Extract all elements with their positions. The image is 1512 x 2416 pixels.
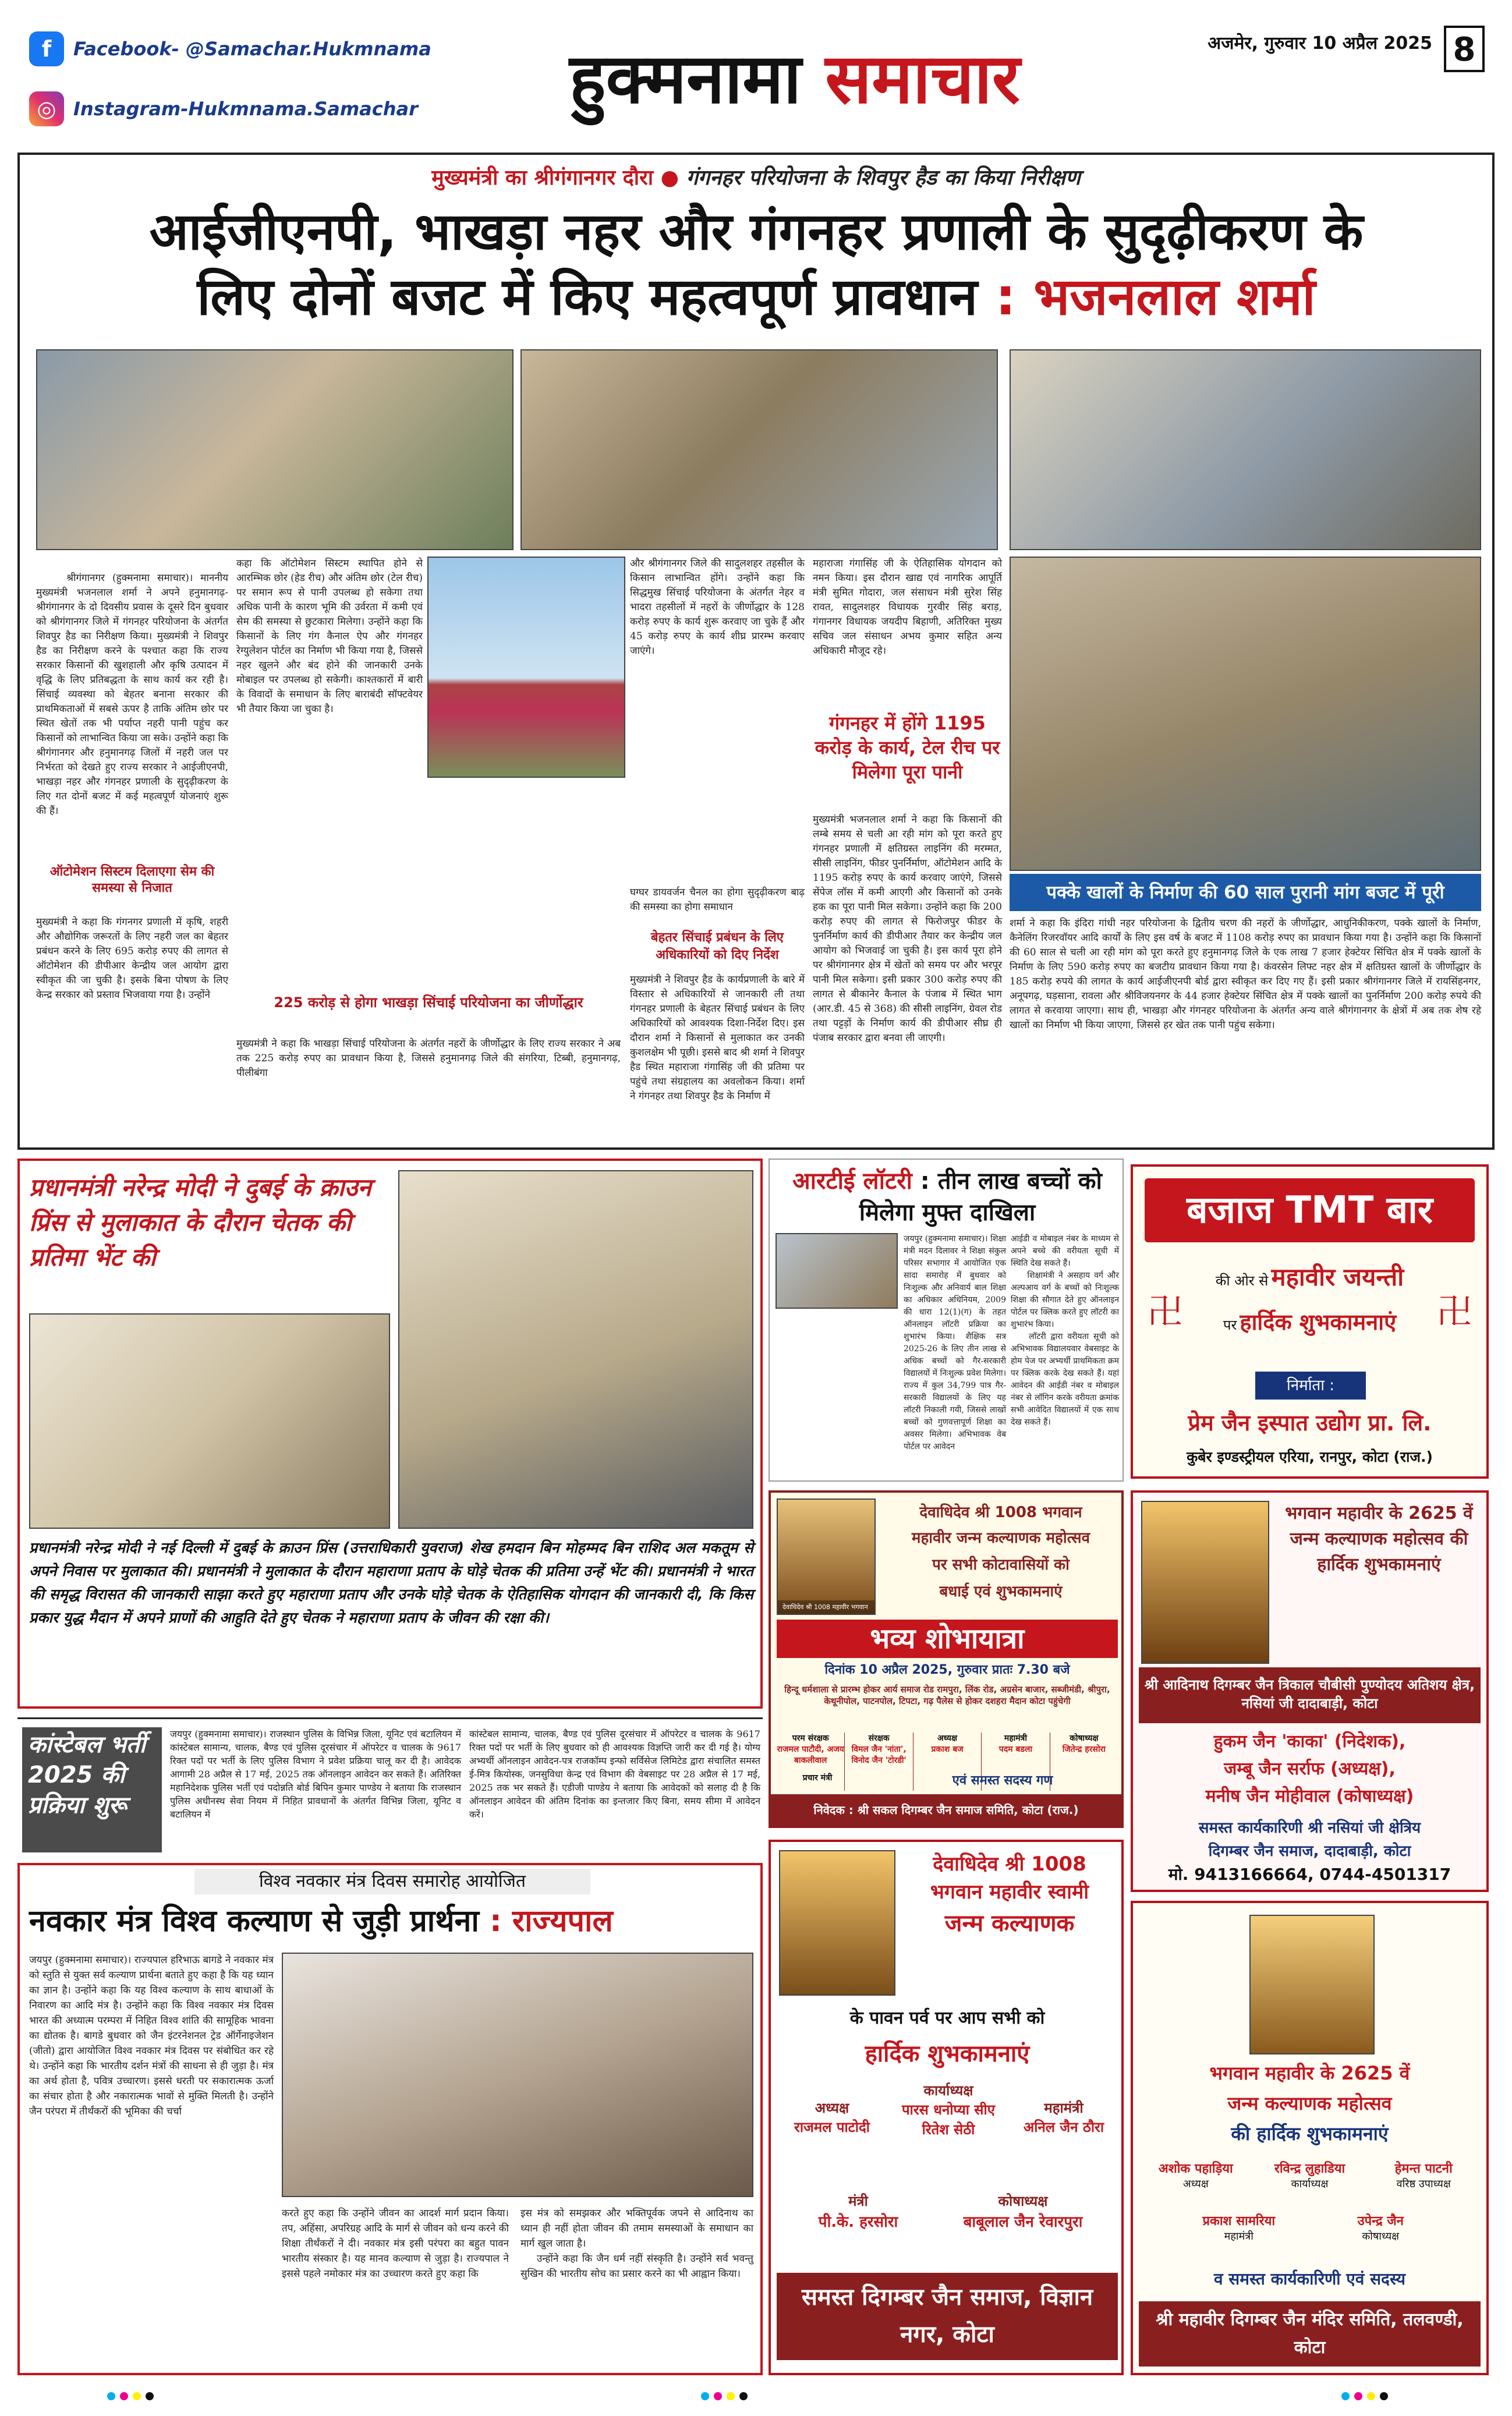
mahavir-idol-image-2 (1141, 1501, 1269, 1664)
lead-col3-subhead: बेहतर सिंचाई प्रबंधन के लिए अधिकारियों को दिए निर्देश (651, 930, 784, 962)
photo-modi-prince-seated (29, 1313, 390, 1529)
shobha-role-col: संरक्षक विमल जैन 'नांता', विनोद जैन 'टोरडी' (845, 1733, 913, 1791)
lead-headline: आईजीएनपी, भाखड़ा नहर और गंगनहर प्रणाली के सुदृढ़ीकरण के लिए दोनों बजट में किए महत्वपूर्ण प्रावधान : भजनलाल शर्मा (149, 201, 1364, 327)
swastik-icon-right: 卍 (1437, 1292, 1472, 1333)
shobha-role-col: कोषाध्यक्ष जितेन्द्र हरसोरा (1062, 1734, 1106, 1754)
tw-member: प्रकाश सामरिया महामंत्री (1202, 2214, 1276, 2243)
constable-side-title: कांस्टेबल भर्ती 2025 की प्रक्रिया शुरू (22, 1727, 162, 1852)
constable-story (17, 1717, 763, 1854)
nasiyan-p1: हुकम जैन 'काका' (निदेशक), (1213, 1731, 1406, 1752)
mahavir-idol-image-4 (1249, 1915, 1375, 2054)
rte-story (769, 1159, 1124, 1482)
photo-rte-lottery (776, 1233, 898, 1309)
tw-footer: श्री महावीर दिगम्बर जैन मंदिर समिति, तलवण्डी, कोटा (1139, 2301, 1481, 2367)
tw-row2 (1168, 2212, 1451, 2258)
rte-col2: आईडी व मोबाइल नंबर के माध्यम से अपने बच्चे की वरीयता सूची में स्थिति देख सकते हैं। शिक्षामंत्री ने असहाय वर्ग और अल्पआय वर्ग के बच्चों को निःशुल्क शिक्षा की सौगात देते हुए ऑनलाइन पोर्टल पर क्लिक करते हुए लॉटरी का शुभारंभ किया। लॉटरी द्वारा वरीयता सूची को अभिभावक विद्यालयवार वेबसाइट के होम पेज पर अभ्यर्थी प्राथमिकता क्रम पर क्लिक करके देख सकते हैं। यहां आवेदन की आईडी नंबर व मोबाइल नंबर से लॉगिन करके वरीयता क्रमांक सभी आवेदित विद्यालयों में एक साथ देख सकते हैं। (1011, 1234, 1119, 1427)
facebook-link[interactable]: f Facebook- @Samachar.Hukmnama (29, 30, 448, 68)
shobha-top4: बधाई एवं शुभकामनाएं (939, 1583, 1063, 1600)
shobha-role-col: महामंत्री पदम बडला (982, 1733, 1050, 1791)
registration-marks-left (105, 2392, 221, 2406)
mahavir-idol-image-3 (779, 1850, 895, 1996)
nasiyan-phone: मो. 9413166664, 0744-4501317 (1168, 1865, 1451, 1884)
navkar-col1: जयपुर (हुक्मनामा समाचार)। राज्यपाल हरिभाऊ बागडे ने नवकार मंत्र को स्तुति से युक्त सर्व कल्याण प्रार्थना बताते हुए कहा है कि यह ध्यान का ज्ञान है। उन्होंने कहा कि यह विश्व कल्याण के साथ बाधाओं के निवारण का आदि मंत्र है। उन्होंने कहा कि विश्व नवकार मंत्र दिवस भारत की अध्यात्म परम्परा में निहित विश्व शांति की सामूहिक भावना का द्योतक है। बागडे बुधवार को जैन इंटरनेशनल ट्रेड ऑर्गेनाइजेशन (जीतो) द्वारा आयोजित विश्व नवकार मंत्र दिवस पर संबोधित कर रहे थे। उन्होंने कहा कि भारतीय दर्शन मंत्रों की साधना से ही जुड़ा है। मंत्र का अर्थ होता है, पवित्र उच्चारण। इससे धरती पर सकारात्मक ऊर्जा का संचार होता है और नकारात्मक भावों से मुक्ति मिलती है। उन्होंने जैन परंपरा में तीर्थंकरों की भूमिका की चर्चा (29, 1954, 277, 2117)
constable-col1: जयपुर (हुक्मनामा समाचार)। राजस्थान पुलिस के विभिन्न जिला, यूनिट एवं बटालियन में कांस्टेबल सामान्य, चालक, बैण्ड एवं पुलिस दूरसंचार में ऑपरेटर व चालक के 9617 रिक्त पदों पर भर्ती के लिए पुलिस विभाग ने प्रवेश प्रक्रिया चालू कर दी है। आवेदक आगामी 28 अप्रैल से 17 मई, 2025 तक ऑनलाइन आवेदन कर सकते हैं। अतिरिक्त महानिदेशक पुलिस भर्ती एवं पदोन्नति बोर्ड बिपिन कुमार पाण्डेय ने बताया कि राजस्थान पुलिस अधीनस्थ सेवा नियम में निहित प्रावधानों के अंतर्गत विभिन्न जिला, यूनिट व बटालियन में (170, 1728, 465, 1820)
shobha-all-members: एवं समस्त सदस्य गण (952, 1773, 1053, 1788)
shobha-footer: निवेदक : श्री सकल दिगम्बर जैन समाज समिति, कोटा (राज.) (771, 1794, 1121, 1826)
navkar-kicker: विश्व नवकार मंत्र दिवस समारोह आयोजित (194, 1869, 590, 1894)
vn-koshadhyaksh: कोषाध्यक्ष बाबूलाल जैन रेवारपुरा (963, 2193, 1083, 2231)
lead-col4-subhead: गंगनहर में होंगे 1195 करोड़ के कार्य, टेल रीच पर मिलेगा पूरा पानी (815, 712, 1000, 783)
registration-marks-center (699, 2392, 815, 2406)
newspaper-title: हुक्मनामा समाचार (569, 38, 1021, 119)
nasiyan-top: भगवान महावीर के 2625 वें जन्म कल्याणक महोत्सव की हार्दिक शुभकामनाएं (1285, 1503, 1473, 1575)
vn-top5: हार्दिक शुभकामनाएं (865, 2041, 1030, 2067)
vigyannagar-ad (769, 1840, 1124, 2375)
constable-col2: कांस्टेबल सामान्य, चालक, बैण्ड एवं पुलिस दूरसंचार में ऑपरेटर व चालक के 9617 रिक्त पदों पर भर्ती के लिए बुधवार को ही आवश्यक विज्ञप्ति जारी कर दी गई है। योग्य अभ्यर्थी ऑनलाइन आवेदन-पत्र राजकॉम्प इन्फो सर्विसेज लिमिटेड द्वारा संचालित समस्त ई-मित्र कियोस्क, जनसुविधा केन्द्र एवं विभाग की वेबसाइट पर 28 अप्रैल से 17 मई, 2025 तक भर सकते हैं। एडीजी पाण्डेय ने बताया कि आवेदकों को सलाह दी है कि ऑनलाइन आवेदन की अंतिम दिनांक का इन्तजार किए बिना, समय सीमा में आवेदन करें। (469, 1728, 764, 1820)
bajaj-title: बजाज TMT बार (1145, 1178, 1475, 1242)
bajaj-line2: पर हार्दिक शुभकामनाएं (1223, 1309, 1397, 1335)
bajaj-tmt-ad (1131, 1164, 1489, 1479)
shobha-role-col: परम संरक्षक राजमल पाटौदी, अजय बाकलीवाल (777, 1733, 845, 1791)
lead-col2-body2: मुख्यमंत्री ने कहा कि भाखड़ा सिंचाई परियोजना के अंतर्गत नहरों के जीर्णोद्धार के लिए राज्य सरकार ने अब तक 225 करोड़ रुपए का प्रावधान किया है, जिससे हनुमानगढ़ जिले की संगरिया, टिब्बी, हनुमानगढ़, पीलीबंगा (236, 1038, 624, 1079)
lead-col3: और श्रीगंगानगर जिले की सादुलशहर तहसील के किसान लाभान्वित होंगे। उन्होंने कहा कि सिद्धमुख सिंचाई परियोजना के अंतर्गत नेहर व भादरा तहसीलों में नहरों के जीर्णोद्धार के 128 करोड़ रुपए के कार्य शुरू करवाए जा चुके हैं और 45 करोड़ रुपए के कार्य शीघ्र प्रारम्भ करवाए जाएंगे। (630, 558, 808, 657)
tw-member: हेमन्त पाटनी वरिष्ठ उपाध्यक्ष (1394, 2162, 1453, 2190)
tw-top2: जन्म कल्याणक महोत्सव (1227, 2092, 1392, 2114)
nasiyan-ad (1131, 1490, 1489, 1892)
navkar-col3: इस मंत्र को समझकर और भक्तिपूर्वक जपने से आदिनाथ का ध्यान ही नहीं होता जीवन की तमाम समस्याओं के समाधान का मार्ग खुल जाता है। उन्होंने कहा कि जैन धर्म नहीं संस्कृति है। उन्होंने सर्व भवन्तु सुखिन की भारतीय सोच का प्रसार करने का भी आह्वान किया। (520, 2208, 753, 2280)
vn-left: अध्यक्ष राजमल पाटोदी (794, 2100, 870, 2135)
talwandi-ad (1131, 1901, 1489, 2375)
shobha-top2: महावीर जन्म कल्याणक महोत्सव (911, 1529, 1090, 1547)
vn-mid: कार्याध्यक्ष पारस धनोप्या सीए रितेश सेठी (902, 2082, 995, 2138)
lead-col2-subhead: 225 करोड़ से होगा भाखड़ा सिंचाई परियोजना का जीर्णोद्धार (274, 994, 583, 1011)
nasiyan-org: श्री आदिनाथ दिगम्बर जैन त्रिकाल चौबीसी पुण्योदय अतिशय क्षेत्र, नसियां जी दादाबाड़ी, कोटा (1139, 1667, 1481, 1723)
rte-headline: आरटीई लॉटरी : तीन लाख बच्चों को मिलेगा मुफ्त दाखिला (792, 1168, 1102, 1226)
page-number: 8 (1444, 26, 1485, 72)
vn-top4: के पावन पर्व पर आप सभी को (849, 2008, 1045, 2028)
photo-modi-prince-chetak (398, 1170, 753, 1529)
rte-col1: जयपुर (हुक्मनामा समाचार)। शिक्षा मंत्री मदन दिलावर ने शिक्षा संकुल परिसर सभागार में आयोजित एक सादा समारोह में बुधवार को निःशुल्क और अनिवार्य बाल शिक्षा का अधिकार अधिनियम, 2009 की धारा 12(1)(ग) के तहत ऑनलाइन लॉटरी प्रक्रिया का शुभारंभ किया। शैक्षिक सत्र 2025-26 के लिए तीन लाख से अधिक बच्चों को गैर-सरकारी विद्यालयों में निःशुल्क प्रवेश मिलेगा। राज्य में कुल 34,799 पात्र गैर-सरकारी विद्यालयों के लिए यह लॉटरी निकाली गयी, जिससे लाखों बच्चों को गुणवत्तापूर्ण शिक्षा का अवसर मिलेगा। अभिभावक वेब पोर्टल पर आवेदन (904, 1234, 1009, 1451)
vn-heading: देवाधिदेव श्री 1008 भगवान महावीर स्वामी जन्म कल्याणक (930, 1852, 1089, 1937)
nasiyan-footer2: दिगम्बर जैन समाज, दादाबाड़ी, कोटा (1208, 1843, 1411, 1860)
tw-top3: की हार्दिक शुभकामनाएं (1231, 2123, 1389, 2145)
swastik-icon-left: 卍 (1148, 1292, 1182, 1333)
shobha-title: भव्य शोभायात्रा (777, 1620, 1118, 1658)
right-banner: पक्के खालों के निर्माण की 60 साल पुरानी मांग बजट में पूरी (1010, 874, 1481, 911)
tw-all: व समस्त कार्यकारिणी एवं सदस्य (1213, 2269, 1406, 2289)
photo-cm-crowd (1010, 557, 1481, 871)
instagram-icon: ◎ (29, 91, 64, 126)
vn-mantri: मंत्री पी.के. हरसोरा (818, 2193, 898, 2231)
lead-kicker: मुख्यमंत्री का श्रीगंगानगर दौरा ● गंगनहर परियोजना के शिवपुर हैड का किया निरीक्षण (431, 166, 1081, 190)
facebook-icon: f (29, 31, 64, 66)
lead-col1: श्रीगंगानगर (हुक्मनामा समाचार)। माननीय मुख्यमंत्री भजनलाल शर्मा ने अपने हनुमानगढ़-श्रीगंगानगर के दो दिवसीय प्रवास के दूसरे दिन बुधवार को श्रीगंगानगर जिले में गंगनहर परियोजना के अंतर्गत शिवपुर हैड का निरीक्षण किया। मुख्यमंत्री ने शिवपुर हैड का निरीक्षण करने के पश्चात कहा कि राज्य सरकार किसानों की खुशहाली और कृषि उत्पादन में वृद्धि के लिए प्रतिबद्धता के साथ कार्य कर रही है। सिंचाई व्यवस्था को बेहतर बनाना सरकार की प्राथमिकताओं में सबसे ऊपर है ताकि अंतिम छोर पर स्थित खेतों तक भी पर्याप्त नहरी पानी पहुंच कर किसानों को लाभान्वित किया जा सके। उन्होंने कहा कि श्रीगंगानगर और हनुमानगढ़ जिलों में नहरी जल पर निर्भरता को देखते हुए राज्य सरकार ने आईजीएनपी, भाखड़ा नहर और गंगनहर प्रणाली के सुदृढ़ीकरण के लिए गत दोनों बजट में कई महत्वपूर्ण योजनाएं शुरू की हैं। (36, 572, 232, 817)
lead-col3-body2: घग्घर डायवर्जन चैनल का होगा सुदृढ़ीकरण बाढ़ की समस्या का होगा समाधान (630, 887, 808, 913)
nasiyan-p3: मनीष जैन मोहीवाल (कोषाध्यक्ष) (1205, 1786, 1414, 1806)
shobha-date: दिनांक 10 अप्रैल 2025, गुरुवार प्रातः 7.30 बजे (824, 1663, 1070, 1677)
shobhayatra-ad (769, 1490, 1124, 1828)
tw-row1 (1139, 2159, 1481, 2206)
bajaj-maker-label: निर्माता : (1255, 1372, 1366, 1400)
tw-member: रविन्द्र लुहाडिया कार्याध्यक्ष (1274, 2162, 1345, 2190)
shobha-top1: देवाधिदेव श्री 1008 भगवान (919, 1504, 1082, 1521)
modi-caption: प्रधानमंत्री नरेन्द्र मोदी ने नई दिल्ली में दुबई के क्राउन प्रिंस (उत्तराधिकारी युवराज) शेख हमदान बिन मोहम्मद बिन राशिद अल मकतूम से अपने निवास पर मुलाकात की। प्रधानमंत्री ने मुलाकात के दौरान महाराणा प्रताप के घोड़े चेतक की प्रतिमा उन्हें भेंट की। प्रधानमंत्री ने भारत की समृद्ध विरासत की जानकारी साझा करते हुए महाराणा प्रताप और उनके घोड़े चेतक के ऐतिहासिक योगदान की जानकारी दी, कि किस प्रकार युद्ध मैदान में अपने प्राणों की आहुति देते हुए चेतक ने महाराणा प्रताप के जीवन की रक्षा की। (29, 1539, 753, 1626)
navkar-col2: करते हुए कहा कि उन्होंने जीवन का आदर्श मार्ग प्रदान किया। तप, अहिंसा, अपरिग्रह आदि के मार्ग से जीवन को धन्य करने की शिक्षा तीर्थंकरों ने दी। नवकार मंत्र इसी परंपरा का बहुत पावन भारतीय संस्कार है। यह मानव कल्याण से जुड़ा है। राज्यपाल ने इससे पहले नमोकार मंत्र का उच्चारण करते हुए कहा कि (282, 2208, 512, 2280)
shobha-route: हिन्दू धर्मशाला से प्रारम्भ होकर आर्य समाज रोड रामपुरा, लिंक रोड, अग्रसेन बाजार, सब्जीमंडी, श्रीपुरा, केथूनीपोल, पाटनपोल, टिपटा, गढ़ पैलेस से होकर दशहरा मैदान कोटा पहुंचेगी (784, 1684, 1110, 1706)
tw-top1: भगवान महावीर के 2625 वें (1209, 2062, 1410, 2084)
vn-right: महामंत्री अनिल जैन ठौरा (1023, 2100, 1104, 2135)
lead-col4: महाराजा गंगासिंह जी के ऐतिहासिक योगदान को नमन किया। इस दौरान खाद्य एवं नागरिक आपूर्ति मंत्री सुमित गोदारा, जल संसाधन मंत्री सुरेश सिंह रावत, सादुलशहर विधायक गुरवीर सिंह बराड़, गंगानगर विधायक जयदीप बिहाणी, अतिरिक्त मुख्य सचिव जल संसाधन अभय कुमार सहित अन्य अधिकारी मौजूद रहे। (813, 558, 1005, 657)
mahavir-idol-image: देवाधिदेव श्री 1008 महावीर भगवान (777, 1499, 876, 1615)
tw-member: उपेन्द्र जैन कोषाध्यक्ष (1357, 2214, 1404, 2243)
shobha-extra: प्रचार मंत्री (802, 1773, 833, 1783)
lead-col3-body3: मुख्यमंत्री ने शिवपुर हैड के कार्यप्रणाली के बारे में विस्तार से अधिकारियों से जानकारी ली तथा गंगनहर प्रणाली के बेहतर सिंचाई प्रबंधन के लिए अधिकारियों को आवश्यक दिशा-निर्देश दिए। इस दौरान शर्मा ने किसानों से मुलाकात कर उनकी कुशलक्षेम भी पूछी। इससे बाद श्री शर्मा ने शिवपुर हैड स्थित महाराजा गंगासिंह जी की प्रतिमा पर पहुंचे तथा संग्रहालय का अवलोकन किया। शर्मा ने गंगनहर तथा शिवपुर हैड के निर्माण में (630, 974, 808, 1102)
modi-headline: प्रधानमंत्री नरेन्द्र मोदी ने दुबई के क्राउन प्रिंस से मुलाकात के दौरान चेतक की प्रतिमा भेंट की (29, 1173, 371, 1271)
lead-col1-body2: मुख्यमंत्री ने कहा कि गंगनगर प्रणाली में कृषि, शहरी और औद्योगिक जरूरतों के लिए नहरी जल का बेहतर प्रबंधन करने के लिए 695 करोड़ रुपए की लागत से ऑटोमेशन की डीपीआर केन्द्रीय जल आयोग द्वारा स्वीकृत की जा चुकी है। इसके बिना पोषण के लिए केन्द्र सरकार को प्रस्ताव भिजवाया गया है। उन्होंने (36, 916, 232, 1001)
photo-statue-gangasingh (427, 557, 625, 778)
registration-marks-right (1339, 2392, 1456, 2406)
lead-col2b (236, 789, 621, 865)
nasiyan-p2: जम्बू जैन सर्राफ (अध्यक्ष), (1224, 1759, 1396, 1779)
nasiyan-footer1: समस्त कार्यकारिणी श्री नसियां जी क्षेत्रिय (1198, 1819, 1421, 1837)
instagram-link[interactable]: ◎ Instagram-Hukmnama.Samachar (29, 90, 448, 127)
navkar-story (17, 1863, 763, 2375)
modi-story (17, 1159, 763, 1709)
lead-col1-subhead: ऑटोमेशन सिस्टम दिलाएगा सेम की समस्या से निजात (49, 865, 215, 895)
lead-col4-body2: मुख्यमंत्री भजनलाल शर्मा ने कहा कि किसानों की लम्बे समय से चली आ रही मांग को पूरा करते हुए गंगनहर प्रणाली में क्षतिग्रस्त लाइनिंग की मरम्मत, सीसी लाइनिंग, फीडर पुनर्निर्माण, ऑटोमेशन आदि के 1195 करोड़ रुपए के कार्य करवाए जाएंगे, जिससे सेंपेज लॉस में कमी आएगी और किसानों को उनके हक का पूरा पानी मिल सकेगा। उन्होंने कहा कि 200 करोड़ रुपए की लागत से फिरोजपुर फीडर के पुनर्निर्माण कार्य की डीपीआर तैयार कर केन्द्रीय जल आयोग को भिजवाई जा चुकी है। इस कार्य पूरा होने पर श्रीगंगानगर क्षेत्र में खेतों को समय पर और भरपूर पानी मिल सकेगा। इसी प्रकार 300 करोड़ रुपए की लागत से बीकानेर कैनाल के पंजाब में स्थित भाग (आर.डी. 45 से 368) की सीसी लाइनिंग, ग्रेवल रोड तथा पट्टड़ों के निर्माण कार्य की डीपीआर सीघ्र ही पंजाब सरकार द्वारा बनवा ली जाएगी। (813, 814, 1005, 1044)
bajaj-line1: की ओर से महावीर जयन्ती (1215, 1263, 1404, 1291)
photo-cm-inspection (1010, 349, 1481, 550)
bajaj-company: प्रेम जैन इस्पात उद्योग प्रा. लि. (1188, 1410, 1432, 1436)
photo-cm-with-farmers (520, 349, 998, 550)
right-banner-body: शर्मा ने कहा कि इंदिरा गांधी नहर परियोजना के द्वितीय चरण की नहरों के जीर्णोद्धार, आधुनिकीकरण, पक्के खालों के निर्माण, कैनेलिंग रिजरवॉयर आदि कार्यों के लिए इस वर्ष के बजट में 1108 करोड़ रुपए का प्रावधान किया गया है। उन्होंने कहा कि किसानों की 60 साल से चली आ रही मांग को पूरा करते हुए हनुमानगढ़ जिले के एक लाख 7 हजार हेक्टेयर सिंचित क्षेत्र में पक्के खालों के निर्माण के लिए 590 करोड़ रुपए का बजटीय प्रावधान किया गया है। कंवरसेन लिफ्ट नहर क्षेत्र में क्षतिग्रस्त खालों के जीर्णोद्धार के 185 करोड़ रुपये की लागत के कार्य आईजीएनपी बोर्ड द्वारा स्वीकृत कर दिए गए हैं। इसी प्रकार श्रीगंगानगर जिले में रायसिंहनगर, अनूपगढ़, घड़साना, रावला और श्रीविजयनगर के 44 हजार हेक्टेयर सिंचित क्षेत्र में पक्के खालों का पुनर्निर्माण 200 करोड़ रुपये की लागत से करवाया जाएगा। साथ ही, भाखड़ा और गंगनहर परियोजना के अंतर्गत अन्य वाले श्रीगंगानगर के क्षेत्रों में अब तक शेष रहे खालों का निर्माण भी किया जाएगा, जिससे हर खेत तक पानी पहुंच सकेगा। (1010, 917, 1485, 1031)
lead-story (17, 153, 1495, 1150)
navkar-headline: नवकार मंत्र विश्व कल्याण से जुड़ी प्रार्थना : राज्यपाल (29, 1904, 613, 1939)
tw-member: अशोक पहाड़िया अध्यक्ष (1158, 2162, 1233, 2190)
bajaj-address: कुबेर इण्डस्ट्रीयल एरिया, रानपुर, कोटा (राज.) (1187, 1448, 1433, 1465)
photo-cm-with-children (36, 349, 514, 550)
dateline: अजमेर, गुरुवार 10 अप्रैल 2025 (1208, 33, 1432, 54)
masthead (23, 23, 1489, 140)
shobha-top3: पर सभी कोटावासियों को (932, 1556, 1070, 1574)
lead-col2: कहा कि ऑटोमेशन सिस्टम स्थापित होने से आरम्भिक छोर (हेड रीच) और अंतिम छोर (टेल रीच) पर समान रूप से पानी उपलब्ध हो सकेगा तथा अधिक पानी के कारण भूमि की उर्वरता में कमी एवं सेम की समस्या से छुटकारा मिलेगा। उन्होंने कहा कि किसानों के लिए गंग कैनाल ऐप और गंगनहर रेग्युलेशन पोर्टल का निर्माण भी किया गया है, जिससे नहर खुलने और बंद होने की जानकारी उनके मोबाइल पर उपलब्ध हो सकेगी। काश्तकारों में बारी के विवादों के समाधान के लिए बाराबंदी सॉफ्टवेयर भी तैयार किया जा चुका है। (236, 558, 426, 715)
photo-governor-navkar (282, 1953, 753, 2197)
shobha-role-col: अध्यक्ष प्रकाश बज (913, 1733, 982, 1791)
vn-footer: समस्त दिगम्बर जैन समाज, विज्ञान नगर, कोटा (777, 2273, 1118, 2360)
